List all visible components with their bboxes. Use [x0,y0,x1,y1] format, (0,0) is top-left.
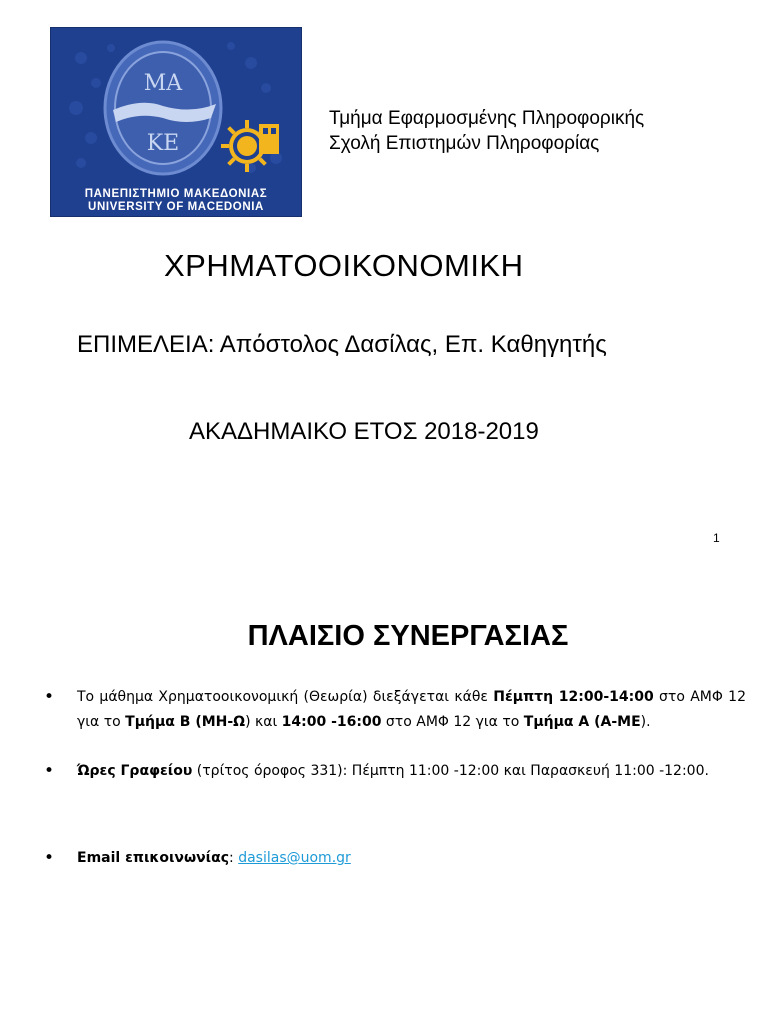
bullet-bold-text: Email επικοινωνίας [77,850,230,866]
logo-university-name-english: UNIVERSITY OF MACEDONIA [88,201,264,213]
logo-university-name-greek: ΠΑΝΕΠΙΣΤΗΜΙΟ ΜΑΚΕΔΟΝΙΑΣ [84,188,268,200]
email-link[interactable]: dasilas@uom.gr [238,850,351,866]
bullet-text: ). [640,714,651,730]
university-emblem-icon [51,28,301,188]
course-title: ΧΡΗΜΑΤΟΟΙΚΟΝΟΜΙΚΗ [164,248,524,283]
academic-year: ΑΚΑΔΗΜΑΙΚΟ ΕΤΟΣ 2018-2019 [189,418,539,445]
bullet-text: στο ΑΜΦ 12 για το [381,714,524,730]
bullet-bold-text: Πέμπτη 12:00-14:00 [493,689,654,705]
department-block [329,106,644,156]
bullet-list [44,685,746,871]
bullet-text: : [229,850,239,866]
bullet-text: (τρίτος όροφος 331): Πέμπτη 11:00 -12:00 και Παρασκευή 11:00 -12:00. [192,763,709,779]
bullet-bold-text: 14:00 -16:00 [281,714,382,730]
school-name: Σχολή Επιστημών Πληροφορίας [329,133,600,154]
bullet-icon: • [44,687,55,707]
coin-text-bottom: ΚΕ [146,131,180,156]
list-item [44,685,746,735]
editor-line: ΕΠΙΜΕΛΕΙΑ: Απόστολος Δασίλας, Επ. Καθηγητής [77,331,607,358]
bullet-icon: • [44,848,55,868]
list-item [44,846,746,871]
list-item [44,759,746,784]
bullet-text: Το μάθημα Χρηματοοικονομική (Θεωρία) διεξάγεται κάθε [77,689,494,705]
bullet-icon: • [44,761,55,781]
bullet-text: ) και [245,714,282,730]
university-logo [50,27,302,217]
department-name: Τμήμα Εφαρμοσμένης Πληροφορικής [329,108,645,129]
bullet-bold-text: Τμήμα Α (Α-ΜΕ [523,714,641,730]
page-number: 1 [713,531,720,545]
bullet-bold-text: Τμήμα Β (ΜΗ-Ω [125,714,246,730]
coin-text-top: ΜΑ [143,71,183,96]
section-title: ΠΛΑΙΣΙΟ ΣΥΝΕΡΓΑΣΙΑΣ [247,620,569,652]
bullet-text: στο ΑΜΦ 12 για το [77,689,746,730]
bullet-bold-text: Ώρες Γραφείου [77,763,193,779]
